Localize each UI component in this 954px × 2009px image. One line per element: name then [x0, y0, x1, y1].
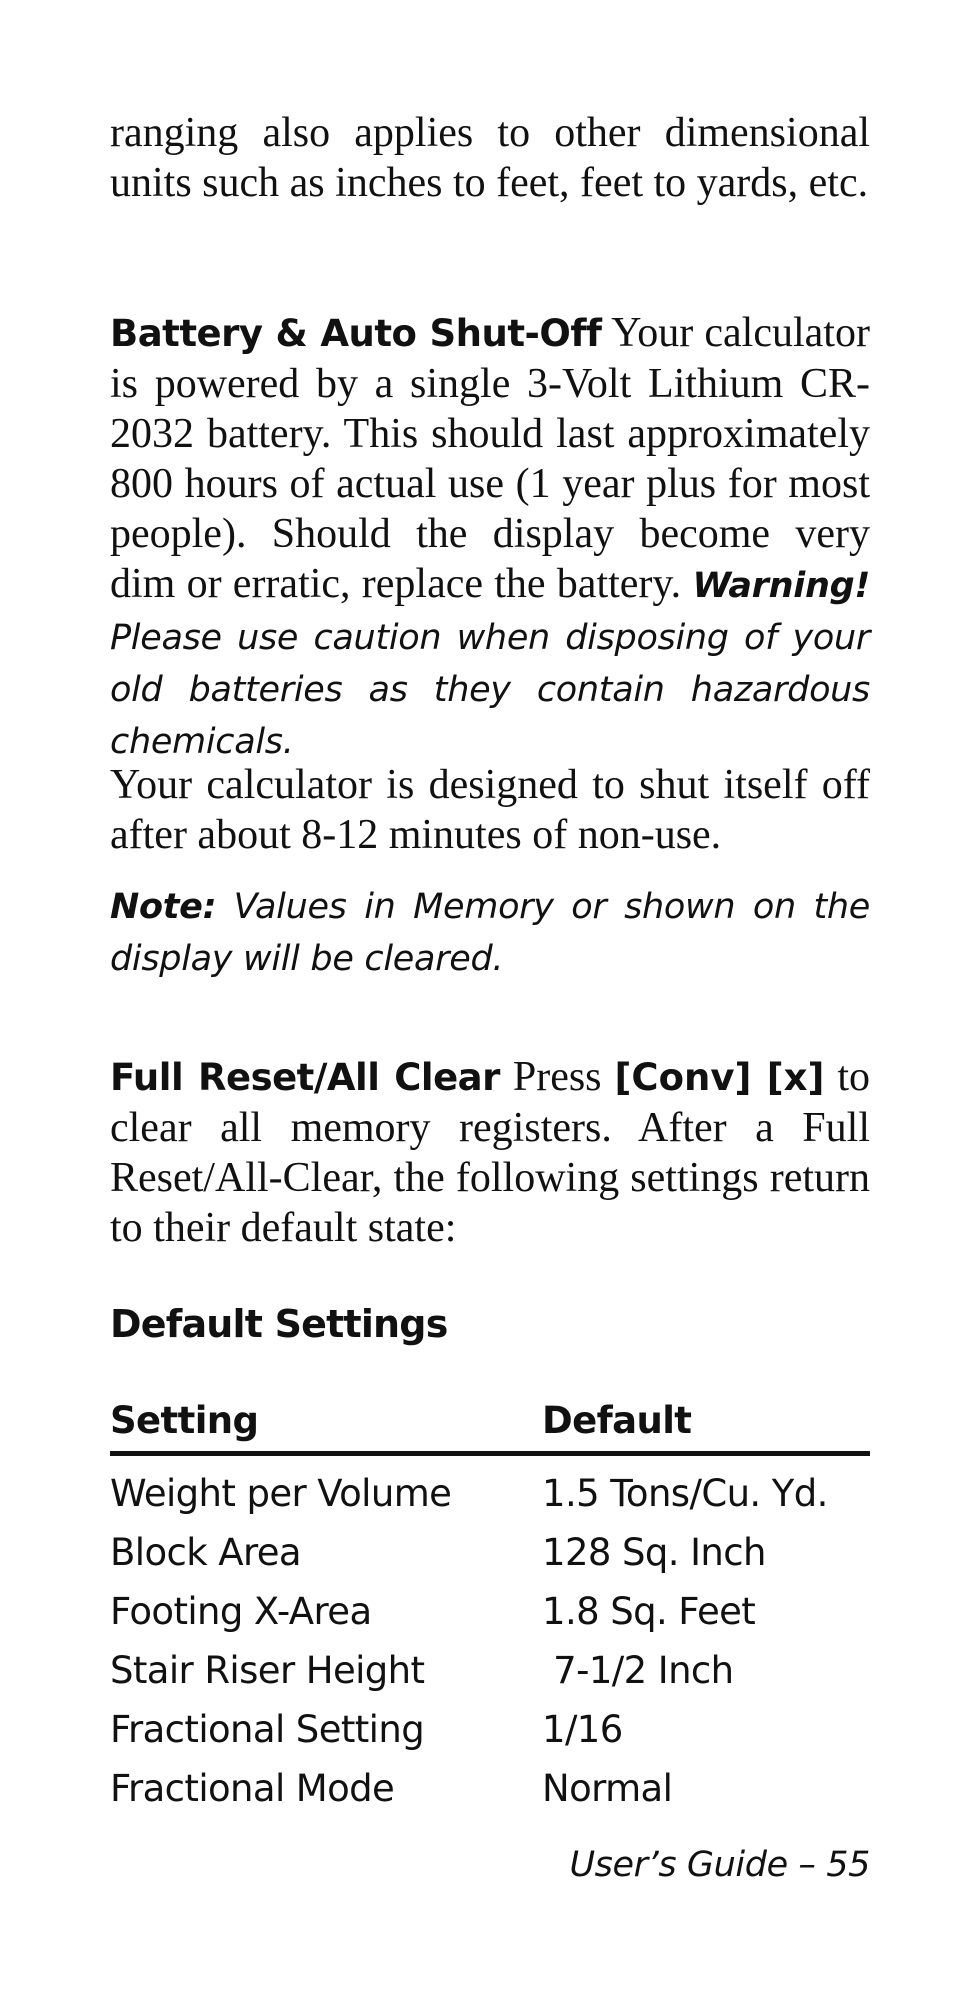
reset-text-before: Press [512, 1054, 602, 1100]
note-label: Note: [110, 887, 217, 927]
battery-paragraph [110, 308, 870, 767]
table-row [110, 1759, 870, 1818]
table-row [110, 1641, 870, 1700]
table-row [110, 1454, 870, 1524]
note-paragraph [110, 880, 870, 984]
shutoff-paragraph: Your calculator is designed to shut itself off after about 8-12 minutes of non-use. [110, 762, 870, 858]
reset-text-after: to clear all memory registers. After a Full Reset/All-Clear, the following settings return to their default state: [110, 1054, 871, 1251]
table-row [110, 1523, 870, 1582]
intro-paragraph: ranging also applies to other dimensional units such as inches to feet, feet to yards, etc. [110, 110, 870, 206]
battery-text: Your calculator is powered by a single 3-Volt Lithium CR-2032 battery. This should last approximately 800 hours of actual use (1 year plus for most people). Should the display become very dim or erratic, replace the battery. [110, 310, 870, 607]
setting-name: Weight per Volume [110, 1472, 452, 1515]
table-row [110, 1700, 870, 1759]
setting-name: Footing X-Area [110, 1590, 372, 1633]
table-row [110, 1582, 870, 1641]
column-header-default: Default [542, 1395, 870, 1454]
setting-default: 7-1/2 Inch [542, 1649, 734, 1692]
battery-heading: Battery & Auto Shut-Off [110, 312, 602, 355]
note-text: Values in Memory or shown on the display will be cleared. [110, 887, 870, 979]
default-settings-title: Default Settings [110, 1302, 448, 1346]
table-header-row [110, 1395, 870, 1454]
page-footer: User’s Guide – 55 [569, 1845, 870, 1885]
setting-default: 128 Sq. Inch [542, 1531, 766, 1574]
reset-paragraph [110, 1052, 870, 1253]
setting-name: Fractional Mode [110, 1767, 395, 1810]
setting-name: Fractional Setting [110, 1708, 425, 1751]
reset-keys: [Conv] [x] [614, 1056, 825, 1099]
reset-heading: Full Reset/All Clear [110, 1056, 500, 1099]
setting-default: 1/16 [542, 1708, 623, 1751]
default-settings-table [110, 1395, 870, 1818]
setting-default: 1.5 Tons/Cu. Yd. [542, 1472, 828, 1515]
column-header-setting: Setting [110, 1395, 542, 1454]
warning-text: Please use caution when disposing of your old batteries as they contain hazardous chemicals. [110, 618, 870, 762]
setting-default: 1.8 Sq. Feet [542, 1590, 756, 1633]
warning-label: Warning! [692, 566, 870, 606]
setting-default: Normal [542, 1767, 673, 1810]
setting-name: Stair Riser Height [110, 1649, 425, 1692]
setting-name: Block Area [110, 1531, 301, 1574]
